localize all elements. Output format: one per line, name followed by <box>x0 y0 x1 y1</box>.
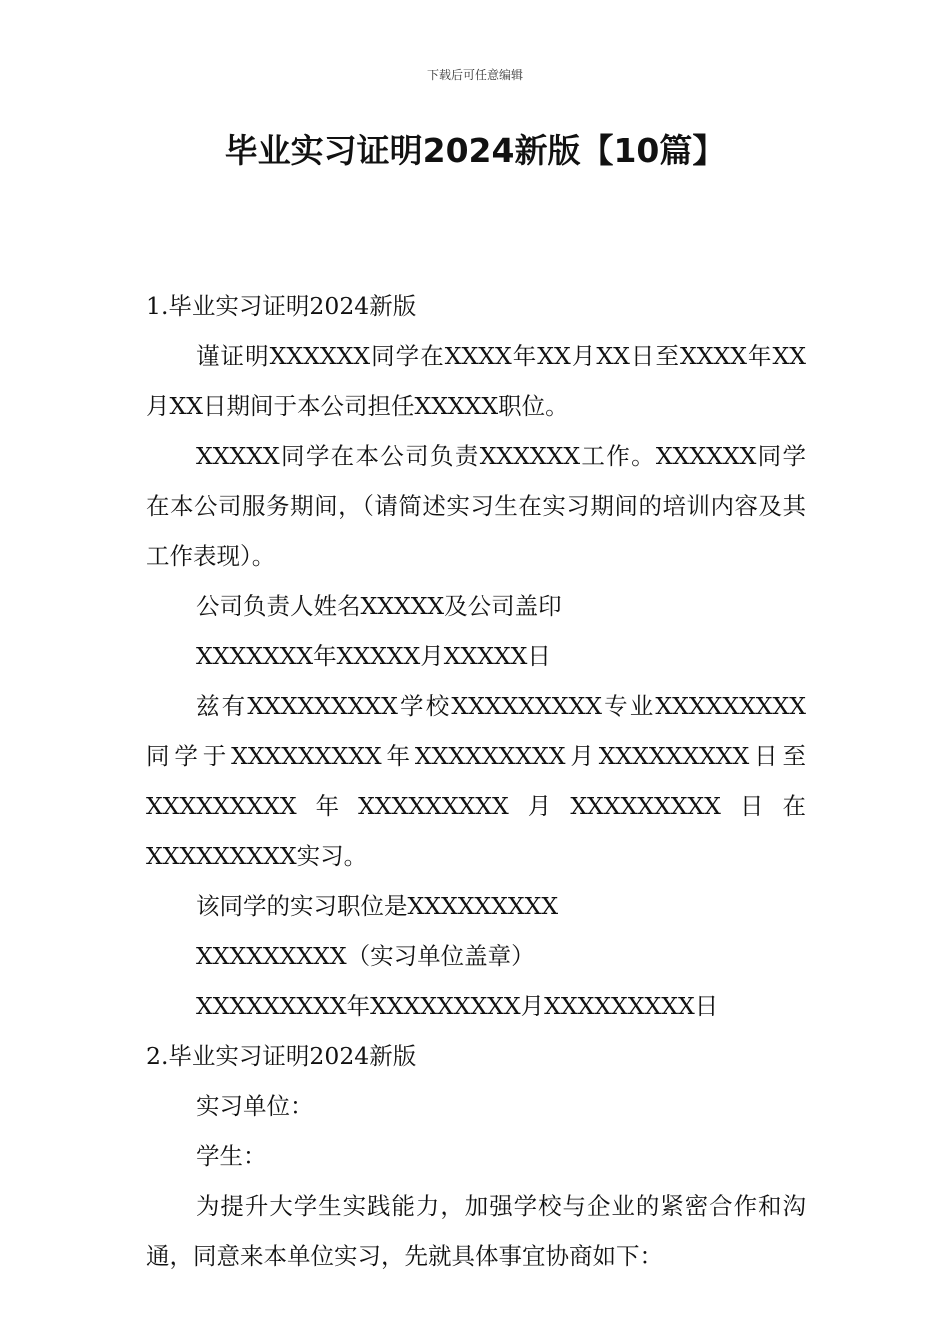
document-body <box>146 281 806 1281</box>
section-1-paragraph-4: XXXXXXX年XXXXX月XXXXX日 <box>196 642 551 670</box>
section-2-heading: 2.毕业实习证明2024新版 <box>146 1042 417 1070</box>
section-1-paragraph-7: XXXXXXXXX（实习单位盖章） <box>196 942 535 970</box>
section-2-paragraph-3: 为提升大学生实践能力，加强学校与企业的紧密合作和沟通，同意来本单位实习，先就具体事宜协商如下： <box>146 1192 806 1270</box>
section-1-paragraph-1: 谨证明XXXXXX同学在XXXX年XX月XX日至XXXX年XX月XX日期间于本公司担任XXXXX职位。 <box>146 342 806 420</box>
section-1-paragraph-2: XXXXX同学在本公司负责XXXXXX工作。XXXXXX同学在本公司服务期间，（请简述实习生在实习期间的培训内容及其工作表现）。 <box>146 442 806 570</box>
document-title: 毕业实习证明2024新版【10篇】 <box>224 131 726 170</box>
page-header-note: 下载后可任意编辑 <box>426 68 523 82</box>
section-1-paragraph-3: 公司负责人姓名XXXXX及公司盖印 <box>196 592 562 620</box>
section-2-paragraph-1: 实习单位： <box>196 1092 314 1120</box>
section-1-paragraph-6: 该同学的实习职位是XXXXXXXXX <box>196 892 559 920</box>
section-1-paragraph-5: 兹有XXXXXXXXX学校XXXXXXXXX专业XXXXXXXXX同学于XXXXXXXXX年XXXXXXXXX月XXXXXXXXX日至XXXXXXXXX年XXXXXXXXX月XXXXXXXXX日在XXXXXXXXX实习。 <box>146 692 806 870</box>
section-1-paragraph-8: XXXXXXXXX年XXXXXXXXX月XXXXXXXXX日 <box>196 992 719 1020</box>
section-1-heading: 1.毕业实习证明2024新版 <box>146 292 417 320</box>
section-2-paragraph-2: 学生： <box>196 1142 267 1170</box>
